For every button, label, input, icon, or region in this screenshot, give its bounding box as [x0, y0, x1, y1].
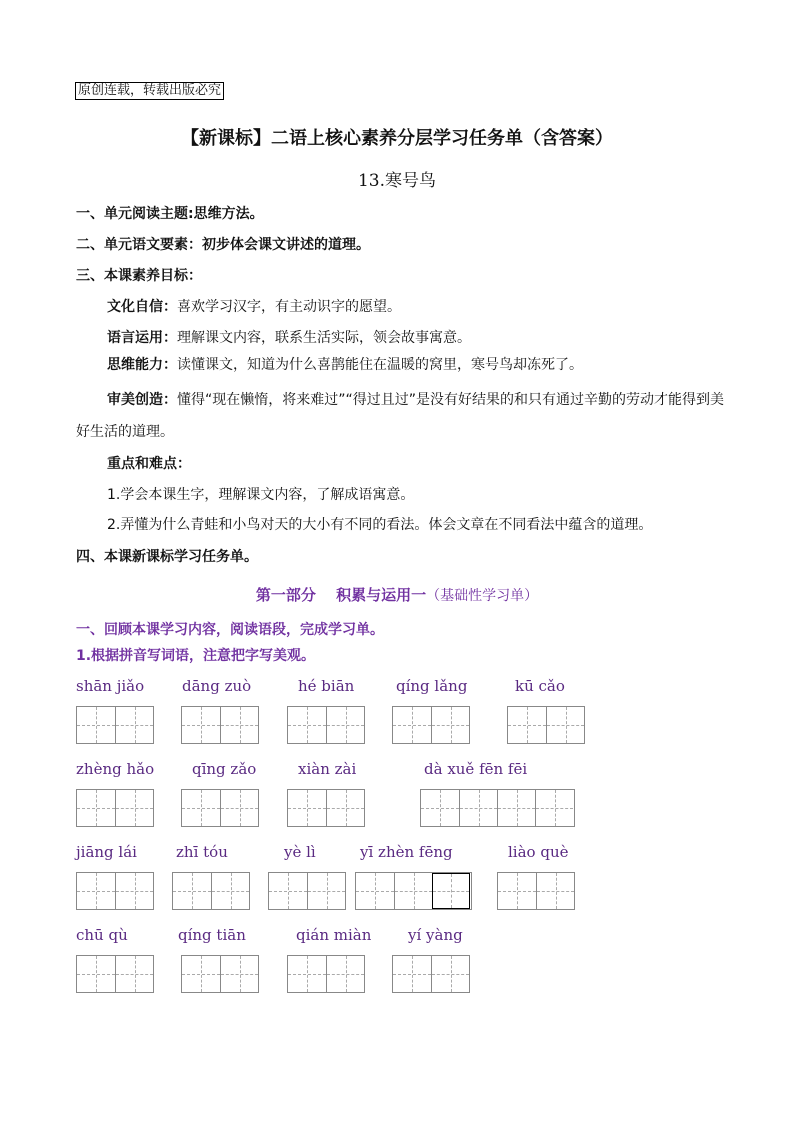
pinyin-hebian: hé biān	[298, 677, 355, 695]
part-heading	[0, 584, 794, 605]
writing-cell[interactable]	[393, 707, 431, 743]
writing-cell[interactable]	[220, 790, 258, 826]
pinyin-qinglang: qíng lǎng	[396, 677, 468, 695]
pinyin-yizhenfeng: yī zhèn fēng	[360, 843, 453, 861]
goal-aesthetic-text: 懂得“现在懒惰，将来难过”“得过且过”是没有好结果的和只有通过辛勤的劳动才能得到美好生活的道理。	[76, 392, 725, 440]
writing-grid[interactable]	[181, 789, 259, 827]
writing-cell[interactable]	[77, 873, 115, 909]
writing-cell[interactable]	[288, 790, 326, 826]
key-point-1: 1.学会本课生字，理解课文内容，了解成语寓意。	[107, 487, 415, 503]
writing-cell[interactable]	[459, 790, 497, 826]
part-note: （基础性学习单）	[426, 588, 539, 604]
pinyin-dangzuo: dāng zuò	[182, 677, 252, 695]
goal-language	[107, 327, 471, 347]
writing-cell[interactable]	[77, 707, 115, 743]
writing-grid[interactable]	[392, 955, 470, 993]
goal-culture-text: 喜欢学习汉字，有主动识字的愿望。	[177, 299, 401, 315]
pinyin-jianglai: jiāng lái	[76, 843, 137, 861]
writing-grid[interactable]	[420, 789, 575, 827]
goal-language-label: 语言运用：	[107, 330, 177, 346]
writing-cell[interactable]	[182, 790, 220, 826]
writing-cell[interactable]	[182, 707, 220, 743]
writing-cell[interactable]	[326, 956, 364, 992]
key-points-label: 重点和难点：	[107, 456, 191, 472]
writing-grid[interactable]	[287, 706, 365, 744]
pinyin-zhitou: zhī tóu	[176, 843, 228, 861]
writing-cell[interactable]	[431, 707, 469, 743]
writing-grid[interactable]	[76, 789, 154, 827]
writing-grid[interactable]	[76, 706, 154, 744]
section-4: 四、本课新课标学习任务单。	[76, 549, 258, 565]
writing-cell[interactable]	[288, 707, 326, 743]
pinyin-yeli: yè lì	[284, 843, 316, 861]
page-title: 【新课标】二语上核心素养分层学习任务单（含答案）	[181, 128, 613, 149]
pinyin-qingzao: qīng zǎo	[192, 760, 257, 778]
writing-cell[interactable]	[307, 873, 345, 909]
pinyin-shanjiao: shān jiǎo	[76, 677, 145, 695]
writing-cell[interactable]	[508, 707, 546, 743]
writing-grid[interactable]	[355, 872, 472, 910]
writing-grid[interactable]	[287, 789, 365, 827]
goal-culture-label: 文化自信：	[107, 299, 177, 315]
goal-thinking-text: 读懂课文，知道为什么喜鹊能住在温暖的窝里，寒号鸟却冻死了。	[177, 357, 583, 373]
writing-cell[interactable]	[536, 873, 574, 909]
writing-grid[interactable]	[268, 872, 346, 910]
pinyin-kucao: kū cǎo	[515, 677, 565, 695]
pinyin-zhenghao: zhèng hǎo	[76, 760, 155, 778]
goal-aesthetic	[76, 384, 726, 448]
pinyin-qianmian: qián miàn	[296, 926, 372, 944]
goal-thinking	[107, 354, 583, 374]
writing-cell[interactable]	[421, 790, 459, 826]
writing-grid[interactable]	[76, 955, 154, 993]
pinyin-xianzai: xiàn zài	[298, 760, 357, 778]
writing-cell[interactable]	[77, 790, 115, 826]
writing-grid[interactable]	[287, 955, 365, 993]
writing-grid[interactable]	[181, 955, 259, 993]
writing-cell[interactable]	[211, 873, 249, 909]
copyright-stamp: 原创连载，转载出版必究	[75, 82, 224, 100]
key-point-2: 2.弄懂为什么青蛙和小鸟对天的大小有不同的看法。体会文章在不同看法中蕴含的道理。	[107, 517, 653, 533]
writing-cell[interactable]	[394, 873, 432, 909]
writing-cell[interactable]	[173, 873, 211, 909]
goal-language-text: 理解课文内容，联系生活实际，领会故事寓意。	[177, 330, 471, 346]
writing-cell[interactable]	[115, 790, 153, 826]
writing-grid[interactable]	[172, 872, 250, 910]
writing-cell[interactable]	[393, 956, 431, 992]
lesson-title: 13.寒号鸟	[357, 171, 437, 191]
part-title: 第一部分 积累与运用一	[255, 586, 427, 604]
writing-cell[interactable]	[220, 707, 258, 743]
writing-cell[interactable]	[115, 707, 153, 743]
writing-cell[interactable]	[326, 707, 364, 743]
writing-cell[interactable]	[326, 790, 364, 826]
writing-cell[interactable]	[182, 956, 220, 992]
writing-cell[interactable]	[77, 956, 115, 992]
section-1: 一、单元阅读主题:思维方法。	[76, 206, 264, 222]
section-3: 三、本课素养目标：	[76, 268, 202, 284]
pinyin-yiyang: yí yàng	[408, 926, 463, 944]
writing-grid[interactable]	[497, 872, 575, 910]
pinyin-chuqu: chū qù	[76, 926, 128, 944]
question-1: 1.根据拼音写词语，注意把字写美观。	[76, 648, 316, 664]
writing-grid[interactable]	[76, 872, 154, 910]
writing-cell[interactable]	[498, 873, 536, 909]
pinyin-qingtian: qíng tiān	[178, 926, 246, 944]
writing-cell-highlighted[interactable]	[432, 873, 470, 909]
writing-cell[interactable]	[115, 873, 153, 909]
writing-cell[interactable]	[269, 873, 307, 909]
writing-cell[interactable]	[546, 707, 584, 743]
writing-cell[interactable]	[356, 873, 394, 909]
writing-cell[interactable]	[431, 956, 469, 992]
task-heading: 一、回顾本课学习内容，阅读语段，完成学习单。	[76, 622, 384, 638]
goal-aesthetic-label: 审美创造：	[107, 392, 177, 408]
goal-culture	[107, 296, 401, 316]
writing-grid[interactable]	[181, 706, 259, 744]
writing-cell[interactable]	[497, 790, 535, 826]
writing-cell[interactable]	[535, 790, 573, 826]
writing-cell[interactable]	[220, 956, 258, 992]
writing-cell[interactable]	[115, 956, 153, 992]
writing-cell[interactable]	[288, 956, 326, 992]
section-2: 二、单元语文要素：初步体会课文讲述的道理。	[76, 237, 370, 253]
pinyin-daxuefenfei: dà xuě fēn fēi	[424, 760, 528, 778]
pinyin-liaoque: liào què	[508, 843, 569, 861]
writing-grid[interactable]	[392, 706, 470, 744]
goal-thinking-label: 思维能力：	[107, 357, 177, 373]
writing-grid[interactable]	[507, 706, 585, 744]
